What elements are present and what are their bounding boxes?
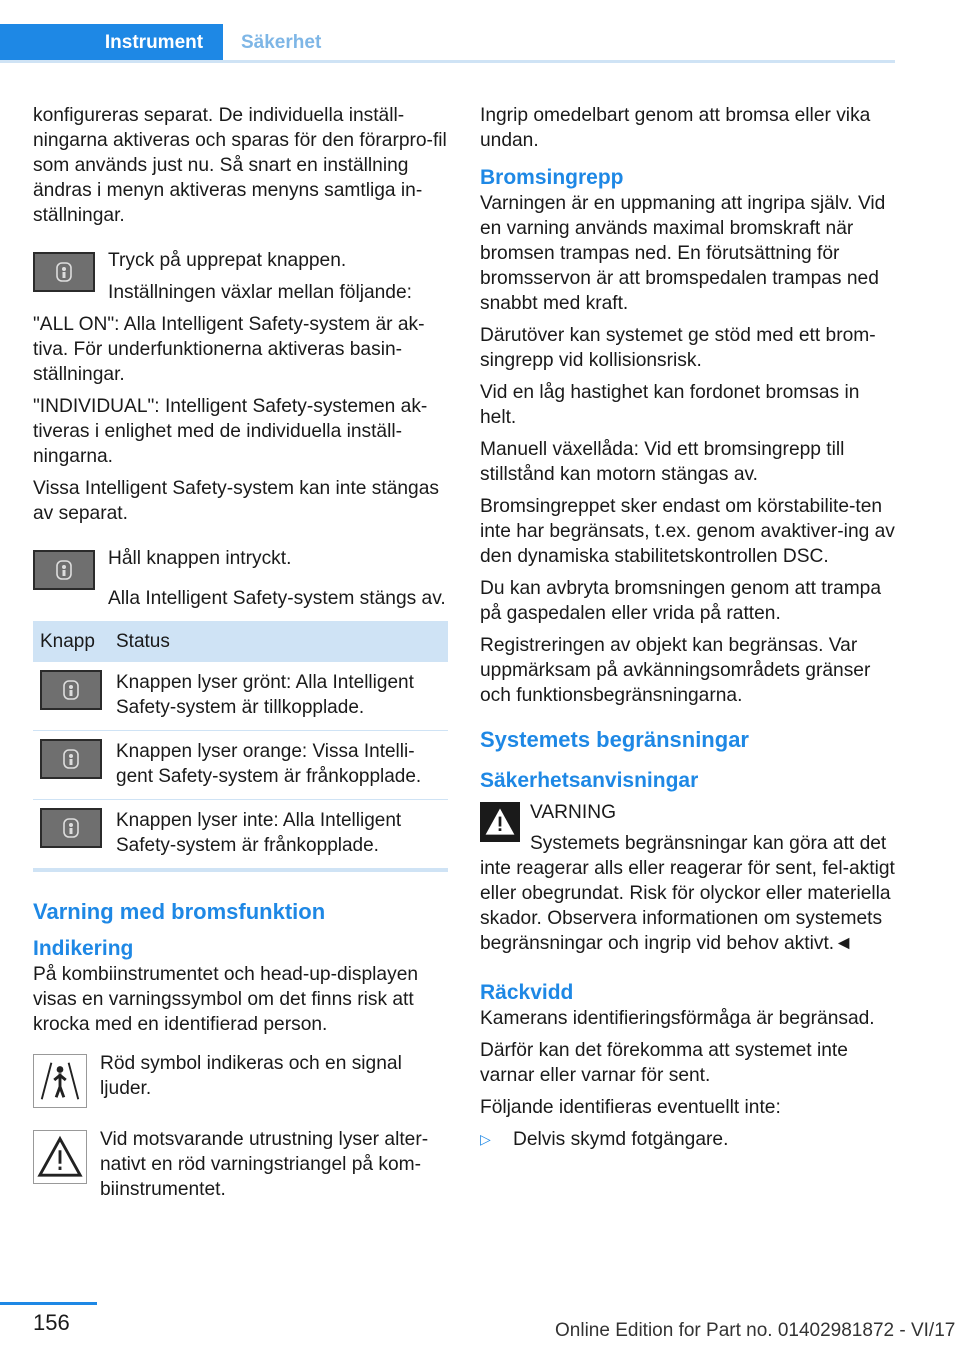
bullet-triangle-icon: ▷ <box>480 1131 491 1147</box>
right-column <box>480 103 898 1152</box>
all-on-text: "ALL ON": Alla Intelligent Safety-system är ak-tiva. För underfunktionerna aktiveras basin-ställningar. <box>33 314 425 385</box>
list-item <box>480 1127 898 1152</box>
brake-paragraph: Varningen är en uppmaning att ingripa själv. Vid en varning används maximal bromskraft när bromsen trampas ned. En förutsättning för bromsservon är att bromspedalen trampas ned snabbt med kraft. <box>480 193 886 314</box>
individual-text: "INDIVIDUAL": Intelligent Safety-systemen ak-tiveras i enlighet med de individuella inställ-ningarna. <box>33 396 428 467</box>
range-paragraph: Följande identifieras eventuellt inte: <box>480 1097 781 1118</box>
status-cell: Knappen lyser orange: Vissa Intelli-gent Safety-system är frånkopplade. <box>109 731 448 800</box>
table-row <box>33 662 448 731</box>
brake-paragraph: Manuell växellåda: Vid ett bromsingrepp till stillstånd kan motorn stängas av. <box>480 439 845 485</box>
status-cell: Knappen lyser grönt: Alla Intelligent Safety-system är tillkopplade. <box>109 662 448 731</box>
triangle-row <box>33 1127 451 1202</box>
safety-button-icon <box>40 670 102 710</box>
brake-paragraph: Registreringen av objekt kan begränsas. Var uppmärksam på avkänningsområdets gränser och funktionsbegränsningarna. <box>480 635 871 706</box>
safety-button-icon <box>40 739 102 779</box>
table-row <box>33 731 448 800</box>
left-column <box>33 103 451 1216</box>
warning-label: VARNING <box>530 802 616 823</box>
heading-range: Räckvidd <box>480 981 574 1004</box>
heading-indication: Indikering <box>33 937 134 960</box>
status-table <box>33 621 448 872</box>
status-cell: Knappen lyser inte: Alla Intelligent Safety-system är frånkopplade. <box>109 800 448 871</box>
indication-text: På kombiinstrumentet och head-up-displayen visas en varningssymbol om det finns risk att krocka med en identifierad person. <box>33 964 419 1035</box>
list-item-text: Delvis skymd fotgängare. <box>513 1129 729 1150</box>
safety-button-icon <box>33 550 95 590</box>
page-number-bar <box>0 1302 97 1305</box>
warning-icon <box>480 802 520 842</box>
button-instruction <box>33 248 451 305</box>
heading-system-limits: Systemets begränsningar <box>480 727 749 752</box>
warning-block <box>480 800 898 825</box>
brake-paragraph: Därutöver kan systemet ge stöd med ett brom-singrepp vid kollisionsrisk. <box>480 325 876 371</box>
all-off-text: Alla Intelligent Safety-system stängs av. <box>108 588 446 609</box>
footer-edition: Online Edition for Part no. 01402981872 - VI/17 <box>555 1320 956 1341</box>
page-number: 156 <box>33 1310 70 1335</box>
warning-triangle-icon <box>33 1130 87 1184</box>
brake-paragraph: Du kan avbryta bromsningen genom att trampa på gaspedalen eller vrida på ratten. <box>480 578 882 624</box>
table-row <box>33 800 448 871</box>
cannot-off-text: Vissa Intelligent Safety-system kan inte stängas av separat. <box>33 478 439 524</box>
range-paragraph: Därför kan det förekomma att systemet inte varnar eller varnar för sent. <box>480 1040 848 1086</box>
alt-triangle-text: Vid motsvarande utrustning lyser alter-nativt en röd varningstriangel på kom-biinstrumentet. <box>100 1129 429 1200</box>
safety-button-icon <box>40 808 102 848</box>
pedestrian-warning-icon <box>33 1054 87 1108</box>
table-header-knapp: Knapp <box>33 621 109 662</box>
toggle-text: Inställningen växlar mellan följande: <box>108 282 412 303</box>
heading-warning-brake: Varning med bromsfunktion <box>33 899 326 924</box>
press-repeat-text: Tryck på upprepat knappen. <box>108 250 347 271</box>
brake-paragraph: Bromsingreppet sker endast om körstabilite-ten inte har begränsats, t.ex. genom avaktiver-ing av den dynamiska stabilitetskontrollen DSC. <box>480 496 895 567</box>
heading-brake-intervention: Bromsingrepp <box>480 166 624 189</box>
heading-safety-notes: Säkerhetsanvisningar <box>480 769 699 792</box>
chapter-tabs <box>0 24 895 62</box>
red-symbol-row <box>33 1051 451 1113</box>
table-header-status: Status <box>109 621 448 662</box>
tab-instrument[interactable]: Instrument <box>0 24 223 63</box>
hold-text: Håll knappen intryckt. <box>108 548 292 569</box>
intervene-text: Ingrip omedelbart genom att bromsa eller vika undan. <box>480 105 871 151</box>
tab-sakerhet[interactable]: Säkerhet <box>241 32 322 53</box>
hold-instruction <box>33 546 451 598</box>
tab-underline <box>0 60 895 63</box>
safety-button-icon <box>33 252 95 292</box>
brake-paragraph: Vid en låg hastighet kan fordonet bromsas in helt. <box>480 382 860 428</box>
intro-paragraph: konfigureras separat. De individuella inställ-ningarna aktiveras och sparas för den förarpro-fil som används just nu. Så snart en inställning ändras i menyn aktiveras menyns samtliga in-ställningar. <box>33 105 447 226</box>
red-symbol-text: Röd symbol indikeras och en signal ljuder. <box>100 1053 402 1099</box>
range-paragraph: Kamerans identifieringsförmåga är begränsad. <box>480 1008 875 1029</box>
warning-text: Systemets begränsningar kan göra att det inte reagerar alls eller reagerar för sent, fel-aktigt eller obegrundat. Risk för olyckor eller materiella skador. Observera informationen om systemets begränsningar och ingrip vid behov aktivt.◄ <box>480 833 895 954</box>
